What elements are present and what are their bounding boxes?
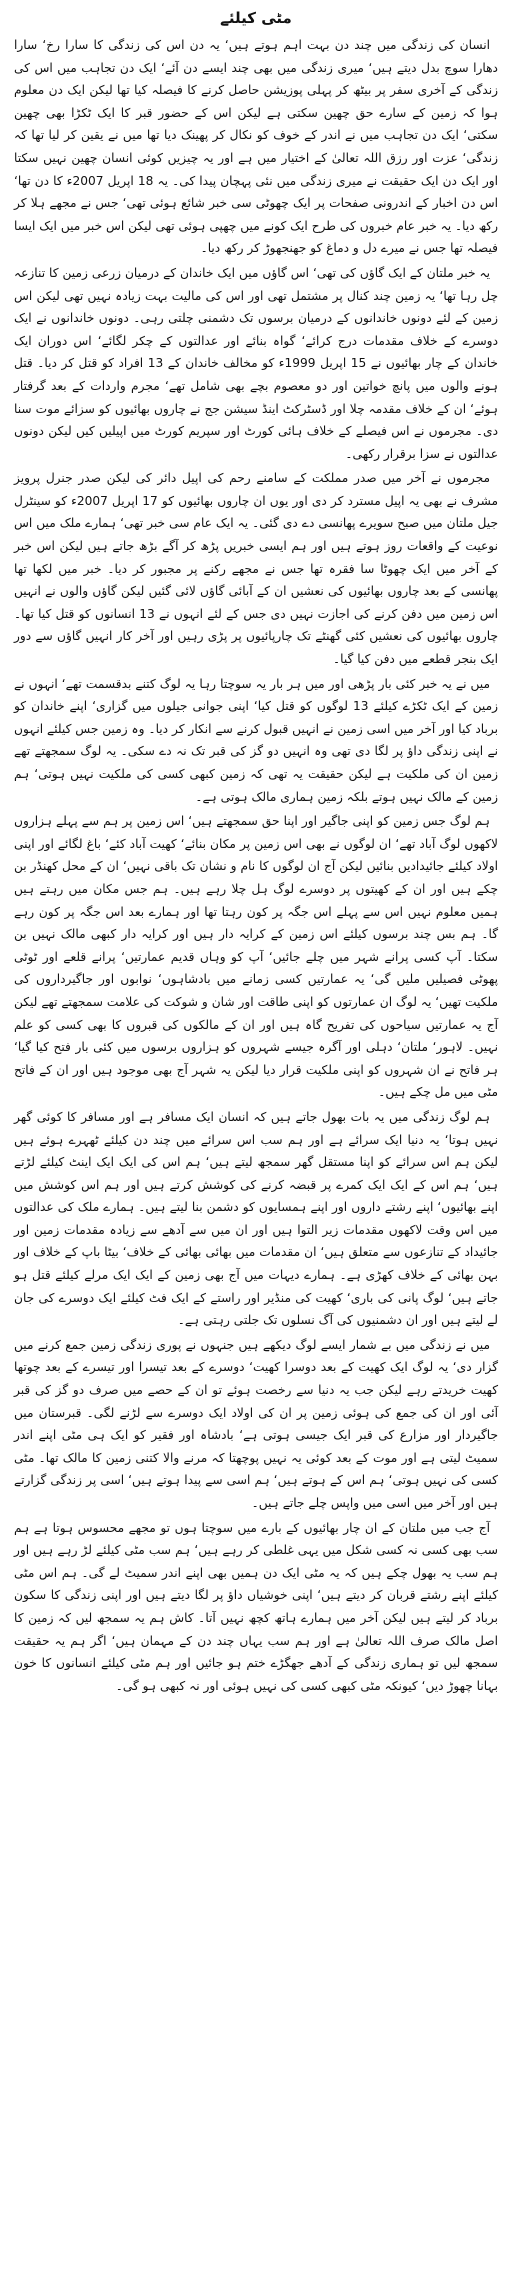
article-title: مٹی کیلئے — [220, 9, 292, 27]
article-paragraph: میں نے یہ خبر کئی بار پڑھی اور میں ہر بار یہ سوچتا رہا یہ لوگ کتنے بدقسمت تھے‘ انہوں نے زمین کے ایک ٹکڑے کیلئے 13 لوگوں کو قتل کیا‘ اپنی جوانی جیلوں میں گزاری‘ اپنے خاندان کو برباد کیا اور آخر میں اسی زمین نے انہیں قبول کرنے سے انکار کر دیا۔ وہ زمین جس کیلئے انہوں نے اپنی زندگی داؤ پر لگا دی تھی وہ انہیں دو گز کی قبر تک نہ دے سکی۔ یہ لوگ سمجھتے تھے زمین ان کی ملکیت ہے لیکن حقیقت یہ تھی کہ زمین کبھی کسی کی ملکیت نہیں ہوتی‘ ہم زمین کے مالک نہیں ہوتے بلکہ زمین ہماری مالک ہوتی ہے۔ — [14, 676, 498, 804]
article-paragraph: انسان کی زندگی میں چند دن بہت اہم ہوتے ہیں‘ یہ دن اس کی زندگی کا سارا رخ‘ سارا دھارا سوچ بدل دیتے ہیں‘ میری زندگی میں بھی چند ایسے دن آئے‘ ایک دن تجاہب میں اس کی زندگی کے آخری سفر پر بیٹھ کر پہلی پوزیشن حاصل کرنے کا فیصلہ کیا تھا لیکن ایک دن معلوم ہوا کہ زمین کے سارے حق چھین سکتی ہے لیکن اس کے حضور قبر کا ایک ٹکڑا بھی چھین سکتی‘ ایک دن تجاہب میں نے اندر کے خوف کو نکال کر پھینک دیا تھا میں نے یقین کر لیا تھا کہ زندگی‘ عزت اور رزق اللہ تعالیٰ کے اختیار میں ہے اور یہ چیزیں کوئی انسان چھین نہیں سکتا اور ایک دن ایک حقیقت نے میری زندگی میں نئی پہچان پیدا کی۔ یہ 18 اپریل 2007ء کا دن تھا‘ اس دن اخبار کے اندرونی صفحات پر ایک چھوٹی سی خبر شائع ہوئی تھی‘ جس نے مجھے ہلا کر رکھ دیا۔ یہ خبر عام خبروں کی طرح ایک کونے میں چھپی ہوئی تھی لیکن اس خبر میں ایک ایسا فیصلہ تھا جس نے میرے دل و دماغ کو جھنجھوڑ کر رکھ دیا۔ — [14, 38, 499, 256]
article-paragraph: ہم لوگ جس زمین کو اپنی جاگیر اور اپنا حق سمجھتے ہیں‘ اس زمین پر ہم سے پہلے ہزاروں لاکھوں لوگ آباد تھے‘ ان لوگوں نے بھی اس زمین پر مکان بنائے‘ کھیت آباد کئے‘ باغ لگائے اور اپنی اولاد کیلئے جائیدادیں بنائیں لیکن آج ان لوگوں کا نام و نشان تک باقی نہیں‘ ان کے محل کھنڈر بن چکے ہیں اور ان کے کھیتوں پر دوسرے لوگ ہل چلا رہے ہیں۔ ہم جس مکان میں رہتے ہیں ہمیں معلوم نہیں اس سے پہلے اس جگہ پر کون رہتا تھا اور ہمارے بعد اس جگہ پر کون رہے گا۔ ہم بس چند برسوں کیلئے اس زمین کے کرایہ دار ہیں اور کرایہ دار کبھی مالک نہیں بن سکتا۔ آپ کسی پرانے شہر میں چلے جائیں‘ آپ کو وہاں قدیم عمارتیں‘ پرانے قلعے اور ٹوٹی پھوٹی فصیلیں ملیں گی‘ یہ عمارتیں کسی زمانے میں بادشاہوں‘ نوابوں اور جاگیرداروں کی ملکیت تھیں‘ یہ لوگ ان عمارتوں کو اپنی طاقت اور شان و شوکت کی علامت سمجھتے تھے لیکن آج یہ عمارتیں سیاحوں کی تفریح گاہ ہیں اور ان کے مالکوں کی قبروں کا بھی کسی کو علم نہیں۔ لاہور‘ ملتان‘ دہلی اور آگرہ جیسے شہروں کو ہزاروں برسوں میں کئی بار فتح کیا گیا‘ ہر فاتح نے ان شہروں کو اپنی ملکیت قرار دیا لیکن یہ شہر آج بھی موجود ہیں اور ان کے فاتح مٹی میں مل چکے ہیں۔ — [14, 814, 498, 1100]
article-body — [14, 34, 498, 1697]
article-paragraph: یہ خبر ملتان کے ایک گاؤں کی تھی‘ اس گاؤں میں ایک خاندان کے درمیان زرعی زمین کا تنازعہ چل رہا تھا‘ یہ زمین چند کنال پر مشتمل تھی اور اس کی مالیت بہت زیادہ نہیں تھی لیکن اس زمین کے لئے دونوں خاندانوں کے درمیان برسوں تک دشمنی چلتی رہی۔ دونوں خاندانوں نے ایک دوسرے کے خلاف مقدمات درج کرائے‘ گواہ بنائے اور عدالتوں کے چکر لگائے‘ اس دوران ایک خاندان کے چار بھائیوں نے 15 اپریل 1999ء کو مخالف خاندان کے 13 افراد کو قتل کر دیا۔ قتل ہونے والوں میں پانچ خواتین اور دو معصوم بچے بھی شامل تھے‘ مجرم واردات کے بعد گرفتار ہوئے‘ ان کے خلاف مقدمہ چلا اور ڈسٹرکٹ اینڈ سیشن جج نے چاروں بھائیوں کو سزائے موت سنا دی۔ مجرموں نے اس فیصلے کے خلاف ہائی کورٹ اور سپریم کورٹ میں اپیلیں کیں لیکن دونوں عدالتوں نے سزا برقرار رکھی۔ — [14, 265, 498, 461]
article-paragraph: ہم لوگ زندگی میں یہ بات بھول جاتے ہیں کہ انسان ایک مسافر ہے اور مسافر کا کوئی گھر نہیں ہوتا‘ یہ دنیا ایک سرائے ہے اور ہم سب اس سرائے میں چند دن کیلئے ٹھہرے ہوئے ہیں لیکن ہم اس سرائے کو اپنا مستقل گھر سمجھ لیتے ہیں‘ ہم اس کی ایک ایک اینٹ کیلئے لڑتے ہیں‘ ہم اس کے ایک ایک کمرے پر قبضہ کرنے کی کوشش کرتے ہیں اور ہم اس کوشش میں اپنے بھائیوں‘ اپنے رشتے داروں اور اپنے ہمسایوں کو دشمن بنا لیتے ہیں۔ ہمارے ملک کی عدالتوں میں اس وقت لاکھوں مقدمات زیر التوا ہیں اور ان میں سے آدھے سے زیادہ مقدمات زمین اور جائیداد کے تنازعوں سے متعلق ہیں‘ ان مقدمات میں بھائی بھائی کے خلاف‘ بیٹا باپ کے خلاف اور بہن بھائی کے خلاف کھڑی ہے۔ ہمارے دیہات میں آج بھی زمین کے ایک ایک مرلے کیلئے قتل ہو جاتے ہیں‘ لوگ پانی کی باری‘ کھیت کی منڈیر اور راستے کے ایک فٹ کیلئے ایک دوسرے کی جان لے لیتے ہیں اور ان دشمنیوں کی آگ نسلوں تک جلتی رہتی ہے۔ — [14, 1109, 498, 1328]
article-paragraph: مجرموں نے آخر میں صدر مملکت کے سامنے رحم کی اپیل دائر کی لیکن صدر جنرل پرویز مشرف نے بھی یہ اپیل مسترد کر دی اور یوں ان چاروں بھائیوں کو 17 اپریل 2007ء کو سینٹرل جیل ملتان میں صبح سویرے پھانسی دے دی گئی۔ یہ ایک عام سی خبر تھی‘ ہمارے ملک میں اس نوعیت کے واقعات روز ہوتے ہیں اور ہم ایسی خبریں پڑھ کر آگے بڑھ جاتے ہیں لیکن اس خبر کے آخر میں ایک چھوٹا سا فقرہ تھا جس نے مجھے رکنے پر مجبور کر دیا۔ خبر میں لکھا تھا پھانسی کے بعد چاروں بھائیوں کی نعشیں ان کے آبائی گاؤں لائی گئیں لیکن گاؤں والوں نے انہیں اس زمین میں دفن کرنے کی اجازت نہیں دی جس کے لئے انہوں نے 13 انسانوں کو قتل کیا تھا۔ چاروں بھائیوں کی نعشیں کئی گھنٹے تک چارپائیوں پر پڑی رہیں اور آخر کار انہیں گاؤں سے دور ایک بنجر قطعے میں دفن کیا گیا۔ — [14, 471, 499, 667]
article-paragraph: میں نے زندگی میں بے شمار ایسے لوگ دیکھے ہیں جنہوں نے پوری زندگی زمین جمع کرنے میں گزار دی‘ یہ لوگ ایک کھیت کے بعد دوسرا کھیت‘ دوسرے کے بعد تیسرا اور تیسرے کے بعد چوتھا کھیت خریدتے رہے لیکن جب یہ دنیا سے رخصت ہوئے تو ان کے حصے میں صرف دو گز کی قبر آئی اور ان کی جمع کی ہوئی زمین پر ان کی اولاد ایک دوسرے سے لڑنے لگی۔ قبرستان میں جاگیردار اور مزارع کی قبر ایک جیسی ہوتی ہے‘ بادشاہ اور فقیر کو ایک ہی مٹی اپنے اندر سمیٹ لیتی ہے اور موت کے بعد کوئی یہ نہیں پوچھتا کہ مرنے والا کتنی زمین کا مالک تھا۔ مٹی کسی کی نہیں ہوتی‘ ہم اس کے ہوتے ہیں‘ ہم اسی سے پیدا ہوتے ہیں‘ اسی پر زندگی گزارتے ہیں اور آخر میں اسی میں واپس چلے جاتے ہیں۔ — [14, 1337, 498, 1510]
article-paragraph: آج جب میں ملتان کے ان چار بھائیوں کے بارے میں سوچتا ہوں تو مجھے محسوس ہوتا ہے ہم سب بھی کسی نہ کسی شکل میں یہی غلطی کر رہے ہیں‘ ہم سب مٹی کیلئے لڑ رہے ہیں اور ہم سب یہ بھول چکے ہیں کہ یہ مٹی ایک دن ہمیں بھی اپنے اندر سمیٹ لے گی۔ ہم اس مٹی کیلئے اپنے رشتے قربان کر دیتے ہیں‘ اپنی خوشیاں داؤ پر لگا دیتے ہیں اور اپنی زندگی کا سکون برباد کر لیتے ہیں لیکن آخر میں ہمارے ہاتھ کچھ نہیں آتا۔ کاش ہم یہ سمجھ لیں کہ زمین کا اصل مالک صرف اللہ تعالیٰ ہے اور ہم سب یہاں چند دن کے مہمان ہیں‘ اگر ہم یہ حقیقت سمجھ لیں تو ہماری زندگی کے آدھے جھگڑے ختم ہو جائیں اور ہم مٹی کیلئے انسانوں کا خون بہانا چھوڑ دیں‘ کیونکہ مٹی کبھی کسی کی نہیں ہوئی اور نہ کبھی ہو گی۔ — [14, 1520, 498, 1693]
